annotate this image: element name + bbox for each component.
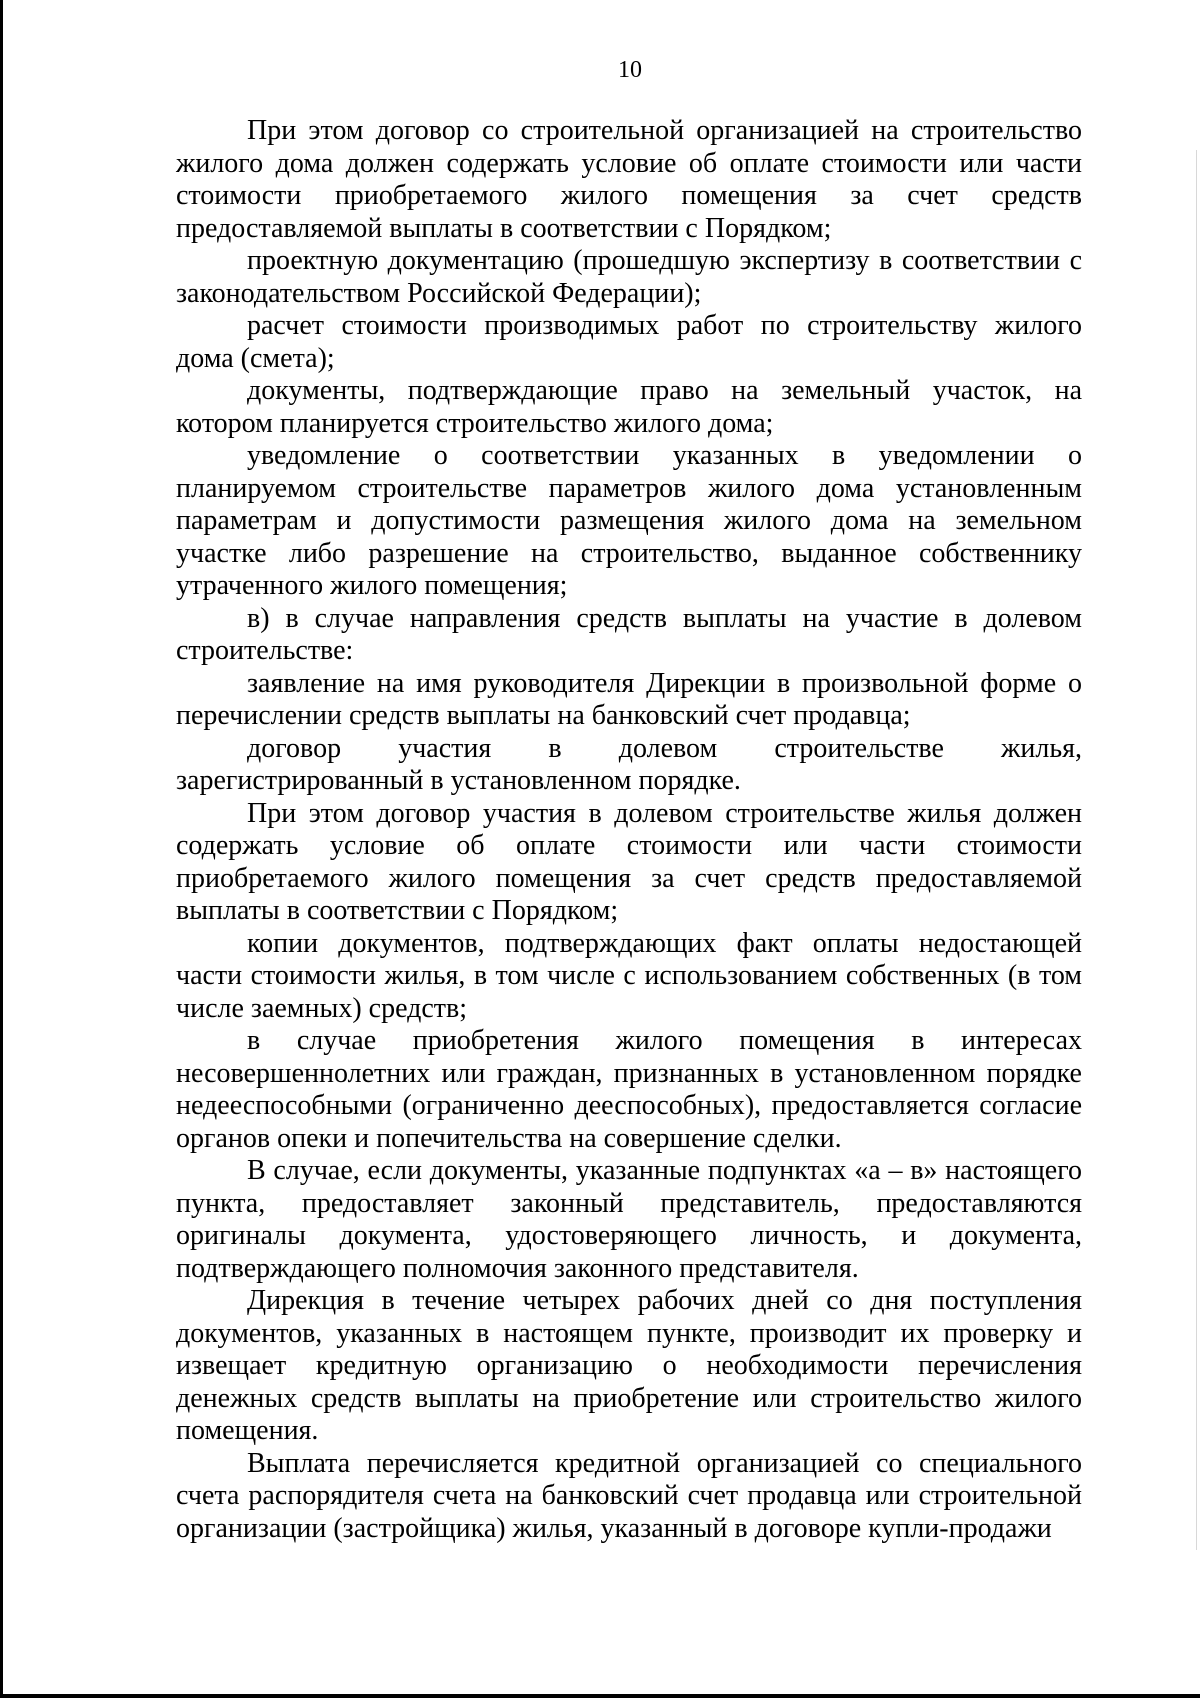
- paragraph: уведомление о соответствии указанных в уведомлении о планируемом строительстве параметров жилого дома установленным параметрам и допустимости размещения жилого дома на земельном участке либо разрешение на строительство, выданное собственнику утраченного жилого помещения;: [176, 440, 1082, 601]
- scan-edge-bottom: [0, 1694, 1200, 1698]
- paragraph: в) в случае направления средств выплаты на участие в долевом строительстве:: [176, 602, 1082, 666]
- paragraph: При этом договор участия в долевом строительстве жилья должен содержать условие об оплате стоимости или части стоимости приобретаемого жилого помещения за счет средств предоставляемой выплаты в соответствии с Порядком;: [176, 797, 1082, 926]
- scan-edge-left: [0, 0, 3, 1698]
- page-number: 10: [618, 57, 642, 83]
- scan-edge-right: [1196, 150, 1197, 1550]
- document-body: [176, 115, 1082, 1545]
- paragraph: заявление на имя руководителя Дирекции в произвольной форме о перечислении средств выплаты на банковский счет продавца;: [176, 667, 1082, 731]
- paragraph: Дирекция в течение четырех рабочих дней со дня поступления документов, указанных в настоящем пункте, производит их проверку и извещает кредитную организацию о необходимости перечисления денежных средств выплаты на приобретение или строительство жилого помещения.: [176, 1285, 1082, 1446]
- paragraph: документы, подтверждающие право на земельный участок, на котором планируется строительство жилого дома;: [176, 375, 1082, 439]
- paragraph: При этом договор со строительной организацией на строительство жилого дома должен содержать условие об оплате стоимости или части стоимости приобретаемого жилого помещения за счет средств предоставляемой выплаты в соответствии с Порядком;: [176, 115, 1082, 244]
- paragraph: в случае приобретения жилого помещения в интересах несовершеннолетних или граждан, признанных в установленном порядке недееспособными (ограниченно дееспособных), предоставляется согласие органов опеки и попечительства на совершение сделки.: [176, 1025, 1082, 1154]
- paragraph: договор участия в долевом строительстве жилья, зарегистрированный в установленном порядке.: [176, 732, 1082, 796]
- paragraph: копии документов, подтверждающих факт оплаты недостающей части стоимости жилья, в том числе с использованием собственных (в том числе заемных) средств;: [176, 927, 1082, 1024]
- paragraph: Выплата перечисляется кредитной организацией со специального счета распорядителя счета на банковский счет продавца или строительной организации (застройщика) жилья, указанный в договоре купли-продажи: [176, 1447, 1082, 1544]
- paragraph: В случае, если документы, указанные подпунктах «а – в» настоящего пункта, предоставляет законный представитель, предоставляются оригиналы документа, удостоверяющего личность, и документа, подтверждающего полномочия законного представителя.: [176, 1155, 1082, 1284]
- paragraph: расчет стоимости производимых работ по строительству жилого дома (смета);: [176, 310, 1082, 374]
- paragraph: проектную документацию (прошедшую экспертизу в соответствии с законодательством Российской Федерации);: [176, 245, 1082, 309]
